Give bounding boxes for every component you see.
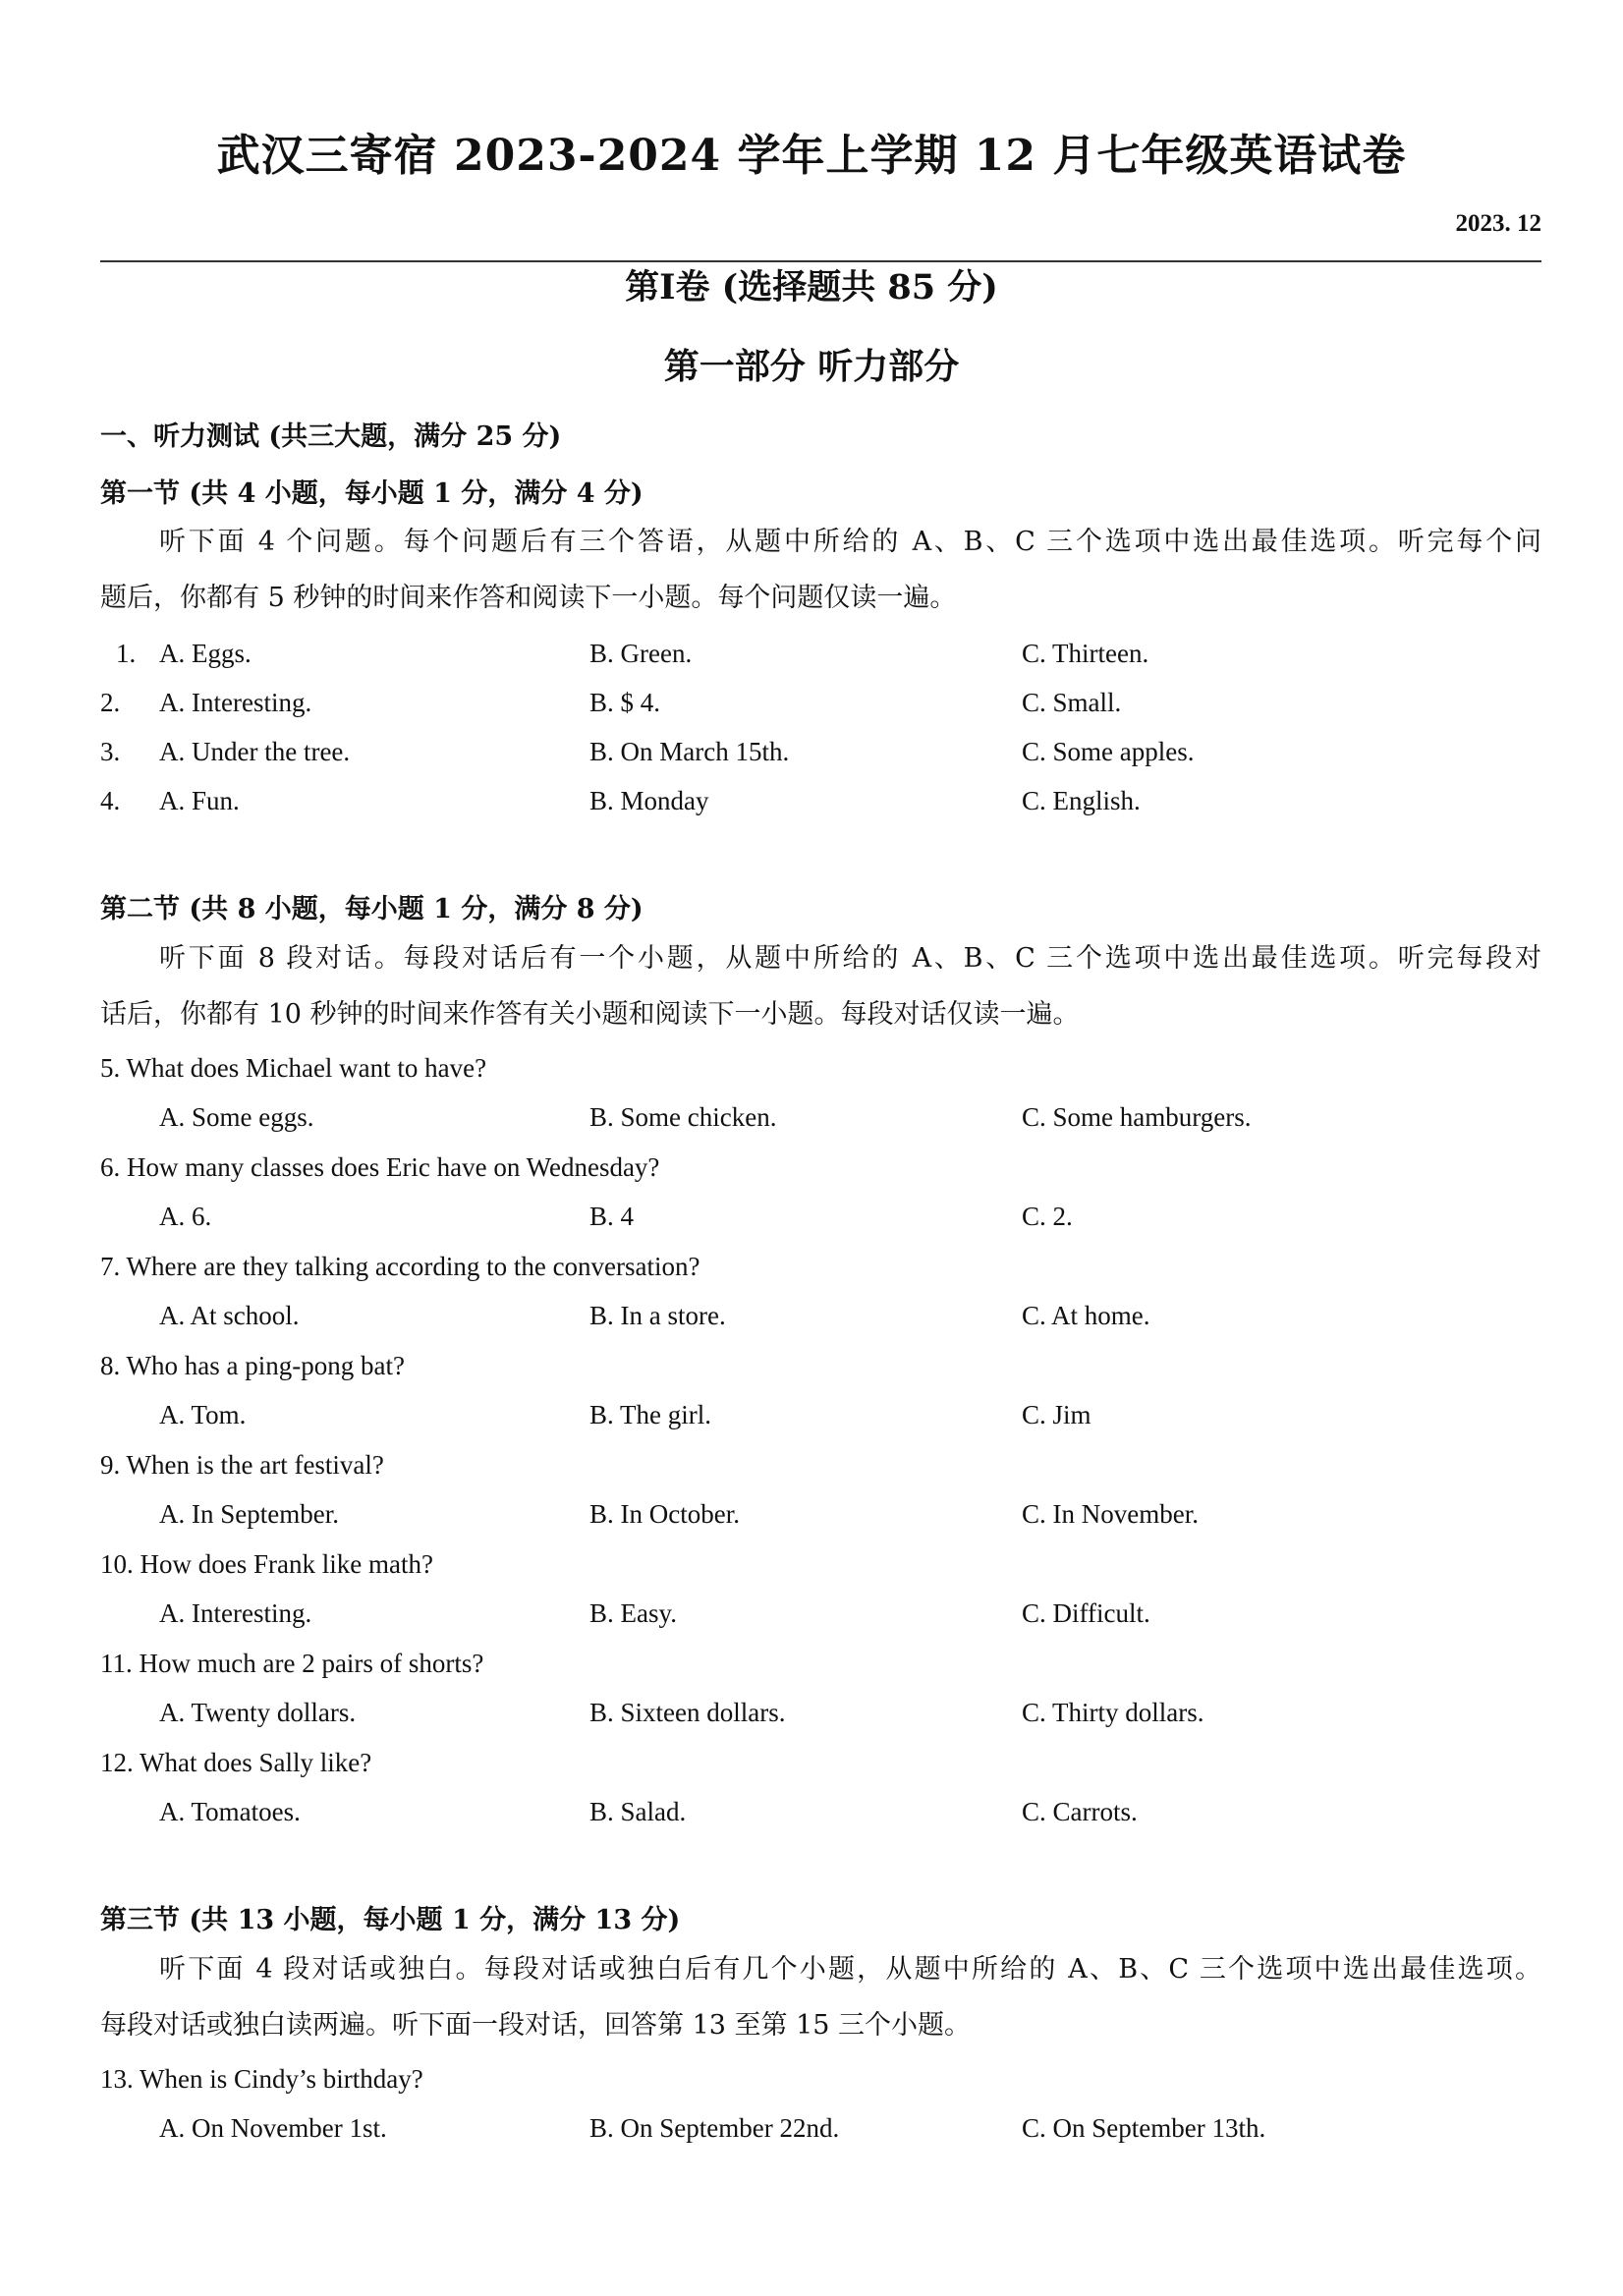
volume-heading: 第Ⅰ卷 (选择题共 85 分)	[625, 267, 998, 308]
option-c: C. In November.	[1022, 1499, 1199, 1529]
option-b: B. Monday	[589, 786, 709, 815]
section2-instr-line2: 话后，你都有 10 秒钟的时间来作答有关小题和阅读下一小题。每段对话仅读一遍。	[100, 999, 1080, 1030]
option-c: C. Carrots.	[1022, 1797, 1138, 1826]
question-number: 2.	[100, 688, 121, 717]
option-b: B. Some chicken.	[589, 1102, 777, 1132]
question-text: 7. Where are they talking according to the conversation?	[100, 1252, 700, 1281]
option-b: B. Salad.	[589, 1797, 687, 1826]
question-text: 10. How does Frank like math?	[100, 1549, 433, 1579]
question-text: 8. Who has a ping-pong bat?	[100, 1351, 405, 1380]
option-b: B. Sixteen dollars.	[589, 1698, 786, 1727]
exam-title: 武汉三寄宿 2023-2024 学年上学期 12 月七年级英语试卷	[216, 131, 1407, 181]
section1-instr-line2: 题后，你都有 5 秒钟的时间来作答和阅读下一小题。每个问题仅读一遍。	[100, 583, 957, 613]
option-a: A. Twenty dollars.	[159, 1698, 357, 1727]
option-b: B. Green.	[589, 639, 693, 668]
option-b: B. In a store.	[589, 1301, 726, 1330]
option-c: C. At home.	[1022, 1301, 1150, 1330]
section1-instructions	[100, 514, 1541, 626]
option-a: A. Tomatoes.	[159, 1797, 301, 1826]
option-a: A. Under the tree.	[159, 737, 351, 766]
option-b: B. On March 15th.	[589, 737, 790, 766]
section1-instr-line1: 听下面 4 个问题。每个问题后有三个答语，从题中所给的 A、B、C 三个选项中选出最佳选项。听完每个问	[159, 527, 1541, 557]
section3-instr-line1: 听下面 4 段对话或独白。每段对话或独白后有几个小题，从题中所给的 A、B、C 三个选项中选出最佳选项。	[159, 1954, 1541, 1985]
option-c: C. On September 13th.	[1022, 2113, 1266, 2143]
question-text: 6. How many classes does Eric have on Wednesday?	[100, 1152, 660, 1182]
option-a: A. Interesting.	[159, 1598, 312, 1628]
section1-heading: 第一节 (共 4 小题，每小题 1 分，满分 4 分)	[100, 478, 644, 509]
option-c: C. Small.	[1022, 688, 1122, 717]
section2-instr-line1: 听下面 8 段对话。每段对话后有一个小题，从题中所给的 A、B、C 三个选项中选出最佳选项。听完每段对	[159, 943, 1541, 974]
question-text: 12. What does Sally like?	[100, 1748, 372, 1777]
exam-date: 2023. 12	[1455, 210, 1541, 237]
option-b: B. On September 22nd.	[589, 2113, 840, 2143]
question-number: 3.	[100, 737, 121, 766]
option-a: A. Eggs.	[159, 639, 252, 668]
option-b: B. 4	[589, 1202, 635, 1231]
option-c: C. Difficult.	[1022, 1598, 1150, 1628]
question-text: 13. When is Cindy’s birthday?	[100, 2064, 423, 2094]
option-b: B. The girl.	[589, 1400, 711, 1429]
option-c: C. Thirteen.	[1022, 639, 1149, 668]
option-b: B. In October.	[589, 1499, 740, 1529]
question-number: 4.	[100, 786, 121, 815]
option-c: C. Some apples.	[1022, 737, 1195, 766]
option-a: A. Interesting.	[159, 688, 312, 717]
question-number: 1.	[116, 639, 137, 668]
section3-instr-line2: 每段对话或独白读两遍。听下面一段对话，回答第 13 至第 15 三个小题。	[100, 2010, 972, 2041]
option-a: A. Tom.	[159, 1400, 247, 1429]
option-b: B. Easy.	[589, 1598, 677, 1628]
option-c: C. English.	[1022, 786, 1141, 815]
part-heading: 第一部分 听力部分	[663, 346, 960, 387]
question-text: 9. When is the art festival?	[100, 1450, 384, 1480]
section2-instructions	[100, 930, 1541, 1042]
option-c: C. Some hamburgers.	[1022, 1102, 1252, 1132]
option-b: B. $ 4.	[589, 688, 661, 717]
option-c: C. Thirty dollars.	[1022, 1698, 1204, 1727]
question-text: 11. How much are 2 pairs of shorts?	[100, 1649, 484, 1678]
section3-instructions	[100, 1941, 1541, 2053]
option-a: A. Some eggs.	[159, 1102, 314, 1132]
option-a: A. At school.	[159, 1301, 300, 1330]
option-c: C. Jim	[1022, 1400, 1091, 1429]
option-a: A. 6.	[159, 1202, 212, 1231]
section3-heading: 第三节 (共 13 小题，每小题 1 分，满分 13 分)	[100, 1905, 681, 1935]
section-heading-listening: 一、听力测试 (共三大题，满分 25 分)	[100, 421, 562, 452]
option-a: A. Fun.	[159, 786, 240, 815]
section2-heading: 第二节 (共 8 小题，每小题 1 分，满分 8 分)	[100, 894, 644, 924]
option-c: C. 2.	[1022, 1202, 1073, 1231]
option-a: A. On November 1st.	[159, 2113, 387, 2143]
question-text: 5. What does Michael want to have?	[100, 1053, 487, 1083]
option-a: A. In September.	[159, 1499, 339, 1529]
